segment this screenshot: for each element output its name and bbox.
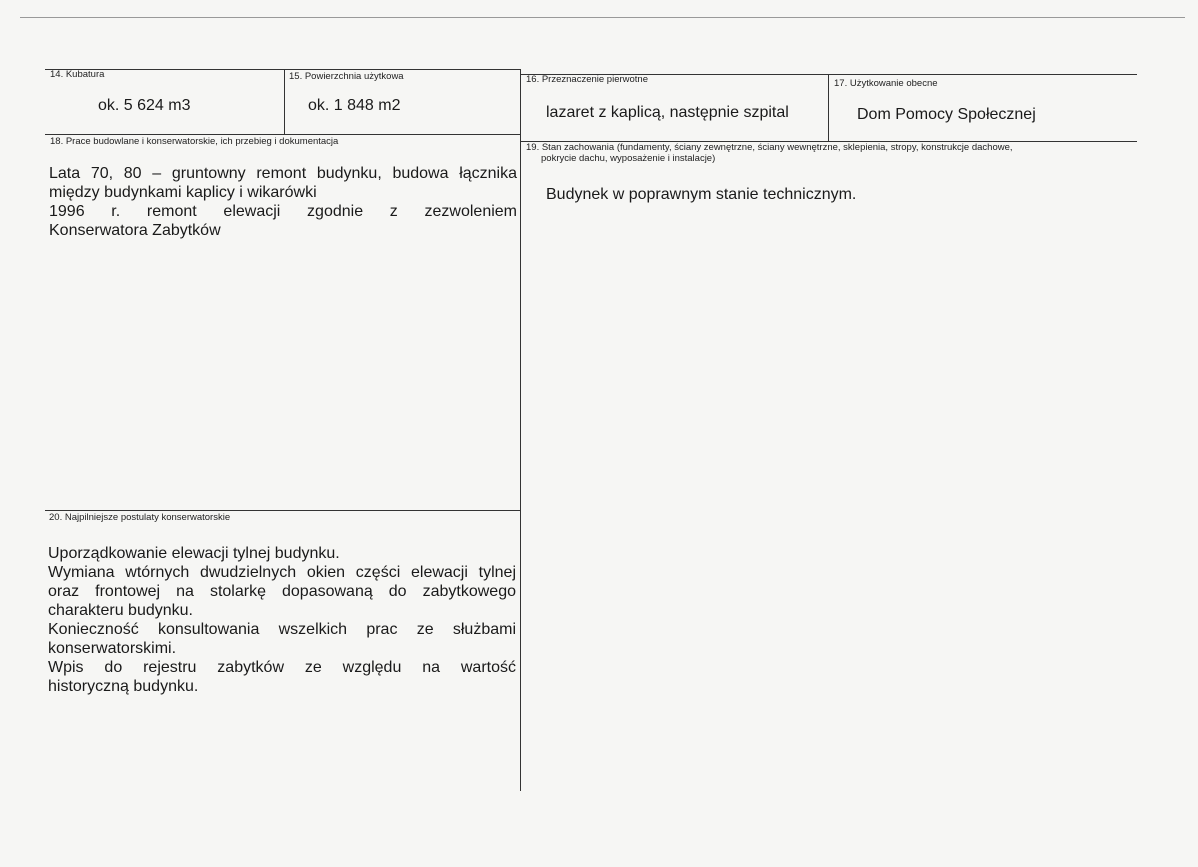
table-border xyxy=(828,74,829,142)
stan-value: Budynek w poprawnym stanie technicznym. xyxy=(546,186,857,203)
text-line: Wpis do rejestru zabytków ze względu na wartość xyxy=(48,659,516,676)
uzytkowanie-value: Dom Pomocy Społecznej xyxy=(857,106,1036,123)
stan-label-1: 19. Stan zachowania (fundamenty, ściany zewnętrzne, ściany wewnętrzne, sklepienia, stropy, konstrukcje dachowe, xyxy=(526,142,1013,153)
table-border xyxy=(284,69,285,135)
table-border xyxy=(45,134,520,135)
text-line: Konserwatora Zabytków xyxy=(49,222,221,239)
postulaty-text xyxy=(48,544,516,696)
uzytkowanie-label: 17. Użytkowanie obecne xyxy=(834,78,938,89)
text-line: Wymiana wtórnych dwudzielnych okien części elewacji tylnej xyxy=(48,564,516,581)
kubatura-value: ok. 5 624 m3 xyxy=(98,97,191,114)
text-line: konserwatorskimi. xyxy=(48,640,177,657)
prace-label: 18. Prace budowlane i konserwatorskie, ich przebieg i dokumentacja xyxy=(50,136,339,147)
text-line: między budynkami kaplicy i wikarówki xyxy=(49,184,317,201)
text-line: 1996 r. remont elewacji zgodnie z zezwoleniem xyxy=(49,203,517,220)
text-line: Lata 70, 80 – gruntowny remont budynku, budowa łącznika xyxy=(49,165,517,182)
table-border xyxy=(45,69,520,70)
text-line: historyczną budynku. xyxy=(48,678,199,695)
postulaty-label: 20. Najpilniejsze postulaty konserwatorskie xyxy=(49,512,231,523)
text-line: charakteru budynku. xyxy=(48,602,193,619)
text-line: oraz frontowej na stolarkę dopasowaną do zabytkowego xyxy=(48,583,516,600)
text-line: Konieczność konsultowania wszelkich prac ze służbami xyxy=(48,621,516,638)
table-border xyxy=(520,69,521,791)
stan-label-2: pokrycie dachu, wyposażenie i instalacje) xyxy=(541,153,716,164)
text-line: Uporządkowanie elewacji tylnej budynku. xyxy=(48,545,340,562)
powierzchnia-value: ok. 1 848 m2 xyxy=(308,97,401,114)
top-rule xyxy=(20,17,1185,18)
table-border xyxy=(45,510,520,511)
kubatura-label: 14. Kubatura xyxy=(50,69,105,80)
powierzchnia-label: 15. Powierzchnia użytkowa xyxy=(289,71,404,82)
prace-text xyxy=(49,164,517,240)
przeznaczenie-value: lazaret z kaplicą, następnie szpital xyxy=(546,104,789,121)
przeznaczenie-label: 16. Przeznaczenie pierwotne xyxy=(526,74,648,85)
